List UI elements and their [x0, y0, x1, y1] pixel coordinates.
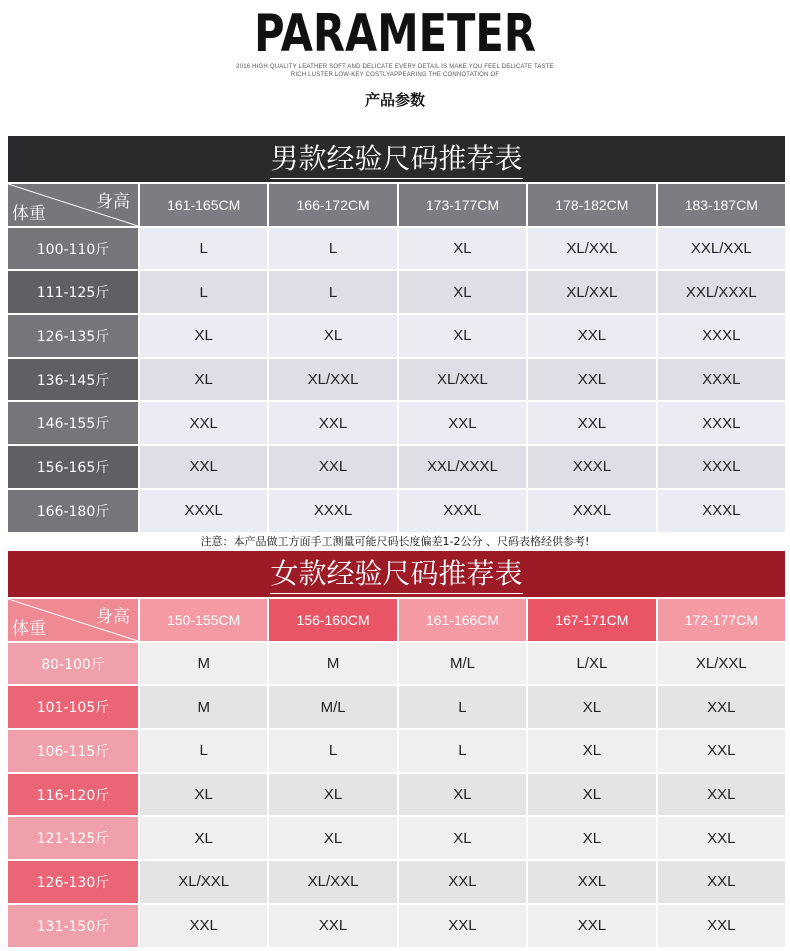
- men-weight-cell: 100-110斤: [8, 228, 138, 270]
- size-cell: XL/XXL: [269, 861, 396, 903]
- table-row: [8, 490, 785, 532]
- men-column-header: 166-172CM: [269, 184, 396, 226]
- size-cell: M: [269, 643, 396, 685]
- table-row: [8, 861, 785, 903]
- size-cell: XXL: [658, 774, 785, 816]
- size-cell: M/L: [399, 643, 526, 685]
- size-cell: M: [140, 686, 267, 728]
- size-cell: L: [140, 730, 267, 772]
- size-cell: M: [140, 643, 267, 685]
- table-row: [8, 817, 785, 859]
- men-column-header: 161-165CM: [140, 184, 267, 226]
- women-column-header: 161-166CM: [399, 599, 526, 641]
- men-chart-title: 男款经验尺码推荐表: [270, 140, 522, 179]
- size-cell: XXL/XXXL: [399, 446, 526, 488]
- size-cell: XXL: [658, 905, 785, 947]
- size-cell: XL/XXL: [528, 228, 655, 270]
- measurement-note: 注意：本产品做工方面手工测量可能尺码长度偏差1-2公分 、尺码表格经供参考!: [200, 535, 590, 548]
- size-cell: XL/XXL: [658, 643, 785, 685]
- women-size-chart: [8, 551, 785, 949]
- table-row: [8, 402, 785, 444]
- size-cell: XL: [269, 315, 396, 357]
- women-height-label: 身高: [96, 607, 130, 627]
- size-cell: L: [269, 228, 396, 270]
- women-weight-cell: 121-125斤: [8, 817, 138, 859]
- table-row: [8, 774, 785, 816]
- size-cell: XL: [140, 817, 267, 859]
- size-cell: XL/XXL: [399, 359, 526, 401]
- men-weight-cell: 126-135斤: [8, 315, 138, 357]
- size-cell: XXL/XXL: [658, 228, 785, 270]
- table-row: [8, 730, 785, 772]
- size-cell: XXXL: [269, 490, 396, 532]
- size-cell: XXXL: [528, 446, 655, 488]
- women-chart-title: 女款经验尺码推荐表: [270, 555, 522, 594]
- size-cell: XXL: [399, 402, 526, 444]
- size-cell: XXL: [658, 730, 785, 772]
- size-cell: L/XL: [528, 643, 655, 685]
- size-cell: XXL: [140, 446, 267, 488]
- size-cell: XXL: [528, 359, 655, 401]
- size-cell: XXL: [658, 861, 785, 903]
- women-weight-cell: 131-150斤: [8, 905, 138, 947]
- table-row: [8, 315, 785, 357]
- size-cell: XXL: [399, 905, 526, 947]
- men-weight-cell: 136-145斤: [8, 359, 138, 401]
- size-cell: XXXL: [658, 359, 785, 401]
- men-header-row: [8, 184, 785, 226]
- table-row: [8, 228, 785, 270]
- men-weight-label: 体重: [12, 203, 46, 224]
- table-row: [8, 905, 785, 947]
- table-row: [8, 686, 785, 728]
- size-cell: XL/XXL: [269, 359, 396, 401]
- women-weight-cell: 126-130斤: [8, 861, 138, 903]
- size-cell: XL: [399, 271, 526, 313]
- size-cell: L: [140, 228, 267, 270]
- table-row: [8, 271, 785, 313]
- size-cell: XXL: [269, 402, 396, 444]
- women-column-header: 167-171CM: [528, 599, 655, 641]
- size-cell: XXL: [528, 861, 655, 903]
- men-size-chart: [8, 136, 785, 534]
- women-weight-label: 体重: [12, 618, 46, 639]
- size-cell: XL: [528, 686, 655, 728]
- size-cell: XXXL: [140, 490, 267, 532]
- women-weight-cell: 80-100斤: [8, 643, 138, 685]
- women-size-table: [6, 597, 787, 949]
- size-cell: XL: [399, 228, 526, 270]
- women-column-header: 156-160CM: [269, 599, 396, 641]
- size-cell: XXL: [528, 905, 655, 947]
- size-cell: L: [269, 730, 396, 772]
- table-row: [8, 359, 785, 401]
- size-cell: XL: [399, 315, 526, 357]
- size-cell: XL: [399, 817, 526, 859]
- size-cell: XXL: [658, 686, 785, 728]
- size-cell: XL: [140, 774, 267, 816]
- women-column-header: 150-155CM: [140, 599, 267, 641]
- size-cell: XL: [528, 817, 655, 859]
- men-size-table: [6, 182, 787, 534]
- size-cell: XXL: [399, 861, 526, 903]
- size-cell: XL: [140, 359, 267, 401]
- size-cell: XXL: [140, 402, 267, 444]
- men-weight-cell: 156-165斤: [8, 446, 138, 488]
- table-row: [8, 446, 785, 488]
- page-title: PARAMETER: [254, 4, 536, 64]
- size-cell: XXL: [140, 905, 267, 947]
- size-cell: XXL: [269, 905, 396, 947]
- size-cell: M/L: [269, 686, 396, 728]
- page-header: [0, 0, 790, 135]
- size-cell: L: [399, 686, 526, 728]
- women-weight-cell: 116-120斤: [8, 774, 138, 816]
- tagline-line-1: 2016 HIGH QUALITY LEATHER SOFT AND DELICATE EVERY DETAIL IS MAKE YOU FEEL DELICATE TASTE: [236, 64, 554, 70]
- women-weight-cell: 101-105斤: [8, 686, 138, 728]
- size-cell: XXL: [528, 315, 655, 357]
- size-cell: XXXL: [399, 490, 526, 532]
- men-weight-cell: 166-180斤: [8, 490, 138, 532]
- women-column-header: 172-177CM: [658, 599, 785, 641]
- men-title-band: [8, 136, 785, 182]
- size-cell: L: [399, 730, 526, 772]
- size-cell: XXL: [269, 446, 396, 488]
- table-row: [8, 643, 785, 685]
- size-cell: XXXL: [658, 490, 785, 532]
- men-column-header: 183-187CM: [658, 184, 785, 226]
- women-header-row: [8, 599, 785, 641]
- size-cell: XL: [269, 817, 396, 859]
- size-cell: XL: [528, 774, 655, 816]
- tagline-line-2: RICH LUSTER LOW-KEY COSTLYAPPEARING THE CONNOTATION OF: [290, 72, 500, 78]
- size-cell: XL/XXL: [528, 271, 655, 313]
- size-cell: XXXL: [658, 315, 785, 357]
- women-weight-cell: 106-115斤: [8, 730, 138, 772]
- men-weight-cell: 146-155斤: [8, 402, 138, 444]
- women-corner-cell: [8, 599, 138, 641]
- size-cell: XL/XXL: [140, 861, 267, 903]
- size-cell: XXL/XXXL: [658, 271, 785, 313]
- size-cell: XXXL: [658, 402, 785, 444]
- men-column-header: 173-177CM: [399, 184, 526, 226]
- page-subtitle: 产品参数: [364, 91, 425, 109]
- size-cell: XL: [140, 315, 267, 357]
- size-cell: XXXL: [658, 446, 785, 488]
- size-cell: XL: [399, 774, 526, 816]
- men-weight-cell: 111-125斤: [8, 271, 138, 313]
- size-cell: XL: [269, 774, 396, 816]
- size-cell: XXL: [528, 402, 655, 444]
- size-cell: XXXL: [528, 490, 655, 532]
- size-cell: L: [269, 271, 396, 313]
- size-cell: XL: [528, 730, 655, 772]
- size-cell: L: [140, 271, 267, 313]
- size-cell: XXL: [658, 817, 785, 859]
- men-corner-cell: [8, 184, 138, 226]
- men-height-label: 身高: [96, 192, 130, 212]
- men-column-header: 178-182CM: [528, 184, 655, 226]
- women-title-band: [8, 551, 785, 597]
